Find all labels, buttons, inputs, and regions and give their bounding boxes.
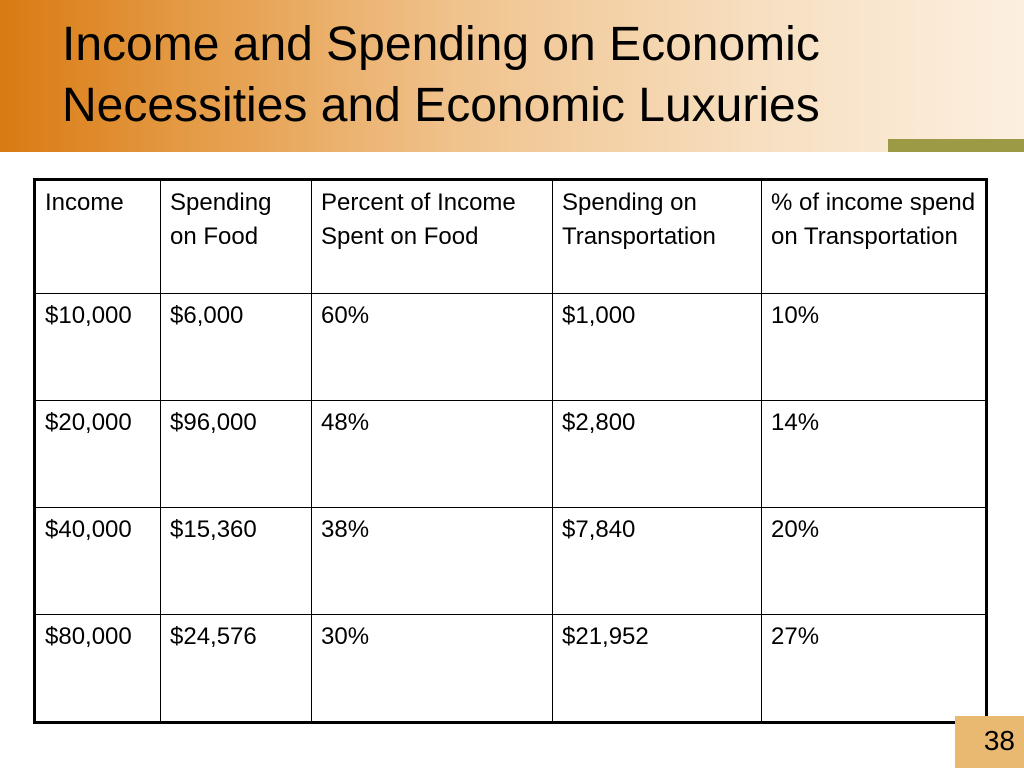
cell-percent-food: 60% — [312, 294, 553, 401]
cell-percent-food: 30% — [312, 615, 553, 723]
cell-percent-transportation: 20% — [762, 508, 987, 615]
table-header-row — [35, 180, 987, 294]
cell-percent-transportation: 14% — [762, 401, 987, 508]
header-percent-transportation: % of income spend on Transportation — [762, 180, 987, 294]
cell-percent-transportation: 10% — [762, 294, 987, 401]
header-spending-food: Spending on Food — [161, 180, 312, 294]
slide-title — [62, 14, 1002, 136]
cell-income: $10,000 — [35, 294, 161, 401]
income-spending-table — [33, 178, 988, 724]
table-row — [35, 508, 987, 615]
cell-spending-transportation: $7,840 — [553, 508, 762, 615]
table-row — [35, 294, 987, 401]
cell-income: $20,000 — [35, 401, 161, 508]
accent-bar — [888, 139, 1024, 152]
header-spending-transportation: Spending on Transportation — [553, 180, 762, 294]
cell-income: $80,000 — [35, 615, 161, 723]
slide-title-line-2: Necessities and Economic Luxuries — [62, 79, 820, 132]
cell-percent-food: 48% — [312, 401, 553, 508]
cell-spending-food: $24,576 — [161, 615, 312, 723]
table-row — [35, 401, 987, 508]
cell-spending-transportation: $1,000 — [553, 294, 762, 401]
header-income: Income — [35, 180, 161, 294]
cell-percent-transportation: 27% — [762, 615, 987, 723]
cell-spending-food: $96,000 — [161, 401, 312, 508]
page-number: 38 — [983, 725, 1015, 756]
table-row — [35, 615, 987, 723]
cell-spending-transportation: $2,800 — [553, 401, 762, 508]
page-number-box — [955, 716, 1024, 768]
cell-percent-food: 38% — [312, 508, 553, 615]
cell-income: $40,000 — [35, 508, 161, 615]
slide-title-line-1: Income and Spending on Economic — [62, 18, 820, 71]
header-percent-food: Percent of Income Spent on Food — [312, 180, 553, 294]
cell-spending-transportation: $21,952 — [553, 615, 762, 723]
cell-spending-food: $6,000 — [161, 294, 312, 401]
cell-spending-food: $15,360 — [161, 508, 312, 615]
